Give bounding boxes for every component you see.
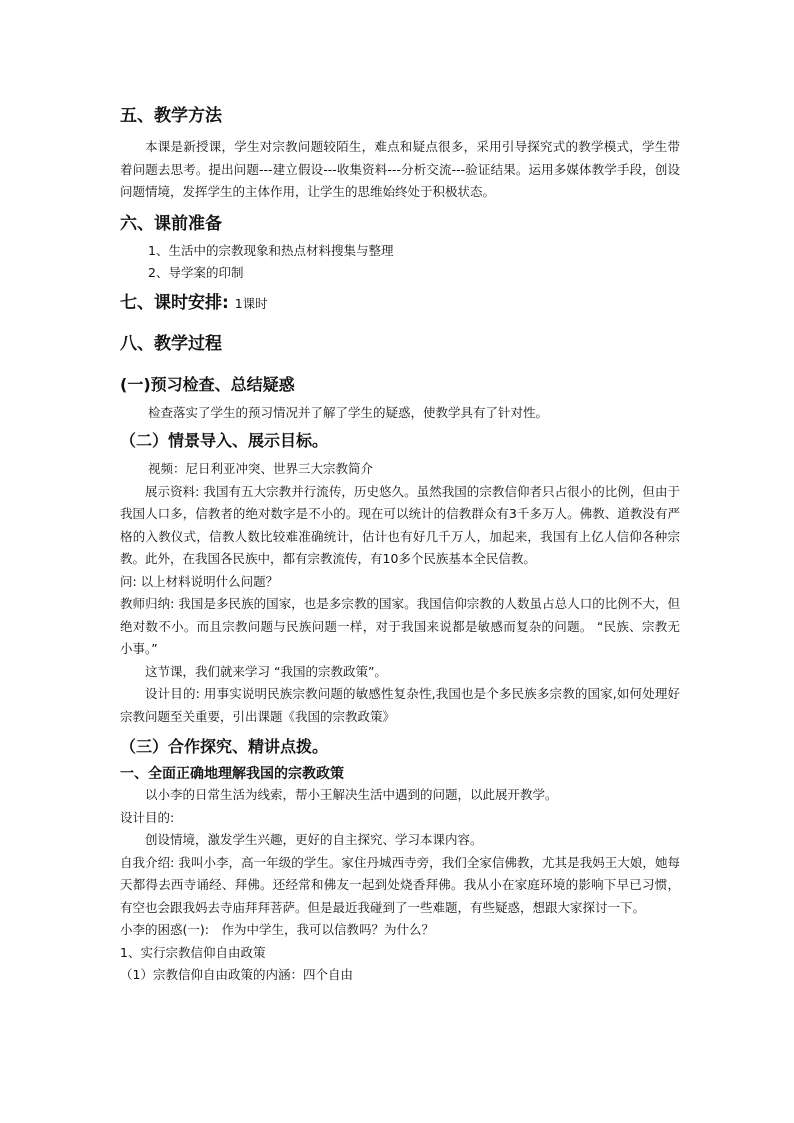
design-purpose-paragraph: 设计目的: 用事实说明民族宗教问题的敏感性复杂性,我国也是个多民族多宗教的国家,如何处理好宗教问题至关重要，引出课题《我国的宗教政策》 — [120, 686, 680, 724]
puzzle-question: 小李的困惑(一): 作为中学生，我可以信教吗？为什么？ — [120, 922, 434, 937]
teaching-method-paragraph: 本课是新授课，学生对宗教问题较陌生，难点和疑点很多，采用引导探究式的教学模式，学生带着问题去思考。提出问题---建立假设---收集资料---分析交流---验证结果。运用多媒体教学手段，创设问题情境，发挥学生的主体作用，让学生的思维始终处于积极状态。 — [120, 139, 680, 199]
class-hours-label: 七、课时安排: — [120, 292, 229, 313]
topic-heading-religious-policy: 一、全面正确地理解我国的宗教政策 — [120, 766, 344, 782]
question-line: 问: 以上材料说明什么问题？ — [120, 573, 279, 589]
section-heading-teaching-method: 五、教学方法 — [120, 106, 222, 126]
point-1: 1、实行宗教信仰自由政策 — [120, 944, 266, 960]
teacher-summary-paragraph: 教师归纳: 我国是多民族的国家，也是多宗教的国家。我国信仰宗教的人数虽占总人口的比例不大，但绝对数不小。而且宗教问题与民族问题一样，对于我国来说都是敏感而复杂的问题。 “民族、宗教无小事。” — [120, 596, 680, 656]
preview-paragraph: 检查落实了学生的预习情况并了解了学生的疑惑，使教学具有了针对性。 — [148, 404, 549, 420]
material-paragraph: 展示资料: 我国有五大宗教并行流传，历史悠久。虽然我国的宗教信仰者只占很小的比例，但由于我国人口多，信教者的绝对数字是不小的。现在可以统计的信教群众有3千多万人。佛教、道教没有严格的入教仪式，信教人数比较难准确统计，估计也有好几千万人，加起来，我国有上亿人信仰各种宗教。此外，在我国各民族中，都有宗教流传，有10多个民族基本全民信教。 — [120, 483, 680, 566]
preparation-item-2: 2、导学案的印制 — [148, 265, 244, 280]
video-line: 视频：尼日利亚冲突、世界三大宗教简介 — [148, 461, 374, 476]
document-content — [120, 104, 680, 987]
design-purpose-text: 创设情境，激发学生兴趣，更好的自主探究、学习本课内容。 — [145, 832, 483, 847]
section-heading-preparation: 六、课前准备 — [120, 213, 222, 234]
subsection-heading-preview: (一)预习检查、总结疑惑 — [120, 374, 295, 394]
subsection-heading-introduction: （二）情景导入、展示目标。 — [120, 431, 329, 450]
lesson-line: 这节课，我们就来学习 “我国的宗教政策”。 — [145, 663, 387, 679]
design-purpose-label: 设计目的: — [120, 809, 175, 825]
point-1a: （1）宗教信仰自由政策的内涵：四个自由 — [120, 967, 353, 982]
exploration-intro: 以小李的日常生活为线索，帮小王解决生活中遇到的问题，以此展开教学。 — [145, 787, 558, 802]
preparation-item-1: 1、生活中的宗教现象和热点材料搜集与整理 — [148, 242, 394, 258]
section-heading-class-hours — [120, 291, 680, 316]
class-hours-value: 1课时 — [234, 295, 268, 311]
subsection-heading-exploration: （三）合作探究、精讲点拨。 — [120, 737, 329, 756]
self-introduction-paragraph: 自我介绍: 我叫小李，高一年级的学生。家住丹城西寺旁，我们全家信佛教，尤其是我妈王大娘，她每天都得去西寺诵经、拜佛。还经常和佛友一起到处烧香拜佛。我从小在家庭环境的影响下早已习惯，有空也会跟我妈去寺庙拜拜菩萨。但是最近我碰到了一些难题，有些疑惑，想跟大家探讨一下。 — [120, 854, 680, 915]
section-heading-teaching-process: 八、教学过程 — [120, 333, 222, 354]
